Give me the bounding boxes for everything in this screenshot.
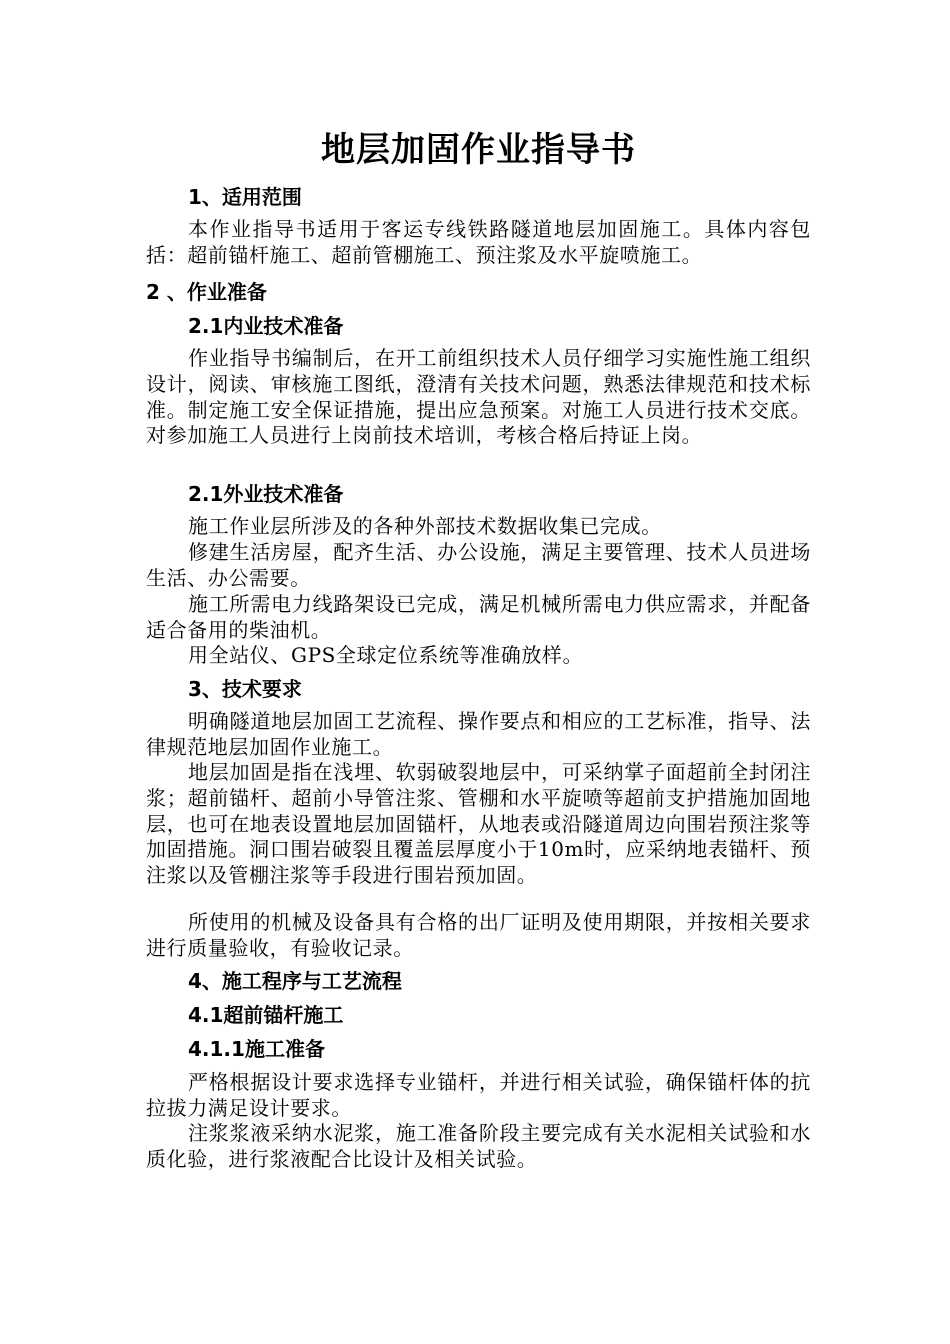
paragraph-construction-prep-2: 注浆浆液采纳水泥浆，施工准备阶段主要完成有关水泥相关试验和水质化验，进行浆液配合比设计及相关试验。	[146, 1121, 811, 1171]
paragraph-tech-req-1: 明确隧道地层加固工艺流程、操作要点和相应的工艺标准，指导、法律规范地层加固作业施工。	[146, 709, 811, 759]
subsection-heading-4-1-1: 4.1.1施工准备	[188, 1037, 325, 1061]
paragraph-external-prep-2: 修建生活房屋，配齐生活、办公设施，满足主要管理、技术人员进场生活、办公需要。	[146, 540, 811, 590]
paragraph-scope: 本作业指导书适用于客运专线铁路隧道地层加固施工。具体内容包括：超前锚杆施工、超前管棚施工、预注浆及水平旋喷施工。	[146, 217, 811, 267]
subsection-heading-2-1: 2.1内业技术准备	[188, 314, 344, 338]
section-heading-2: 2 、作业准备	[146, 280, 267, 304]
section-heading-4: 4、施工程序与工艺流程	[188, 969, 402, 993]
paragraph-internal-prep: 作业指导书编制后，在开工前组织技术人员仔细学习实施性施工组织设计，阅读、审核施工图纸，澄清有关技术问题，熟悉法律规范和技术标准。制定施工安全保证措施，提出应急预案。对施工人员进行技术交底。对参加施工人员进行上岗前技术培训，考核合格后持证上岗。	[146, 346, 811, 448]
paragraph-external-prep-1: 施工作业层所涉及的各种外部技术数据收集已完成。	[188, 514, 662, 538]
section-heading-3: 3、技术要求	[188, 677, 302, 701]
paragraph-external-prep-3: 施工所需电力线路架设已完成，满足机械所需电力供应需求，并配备适合备用的柴油机。	[146, 592, 811, 642]
subsection-heading-2-2: 2.1外业技术准备	[188, 482, 344, 506]
paragraph-tech-req-2: 地层加固是指在浅埋、软弱破裂地层中，可采纳掌子面超前全封闭注浆；超前锚杆、超前小导管注浆、管棚和水平旋喷等超前支护措施加固地层，也可在地表设置地层加固锚杆，从地表或沿隧道周边向围岩预注浆等加固措施。洞口围岩破裂且覆盖层厚度小于10m时，应采纳地表锚杆、预注浆以及管棚注浆等手段进行围岩预加固。	[146, 760, 811, 888]
paragraph-tech-req-3: 所使用的机械及设备具有合格的出厂证明及使用期限，并按相关要求进行质量验收，有验收记录。	[146, 910, 811, 960]
document-title: 地层加固作业指导书	[321, 130, 636, 170]
subsection-heading-4-1: 4.1超前锚杆施工	[188, 1003, 344, 1027]
paragraph-external-prep-4: 用全站仪、GPS全球定位系统等准确放样。	[188, 643, 584, 667]
paragraph-construction-prep-1: 严格根据设计要求选择专业锚杆，并进行相关试验，确保锚杆体的抗拉拔力满足设计要求。	[146, 1070, 811, 1120]
section-heading-1: 1、适用范围	[188, 185, 302, 209]
